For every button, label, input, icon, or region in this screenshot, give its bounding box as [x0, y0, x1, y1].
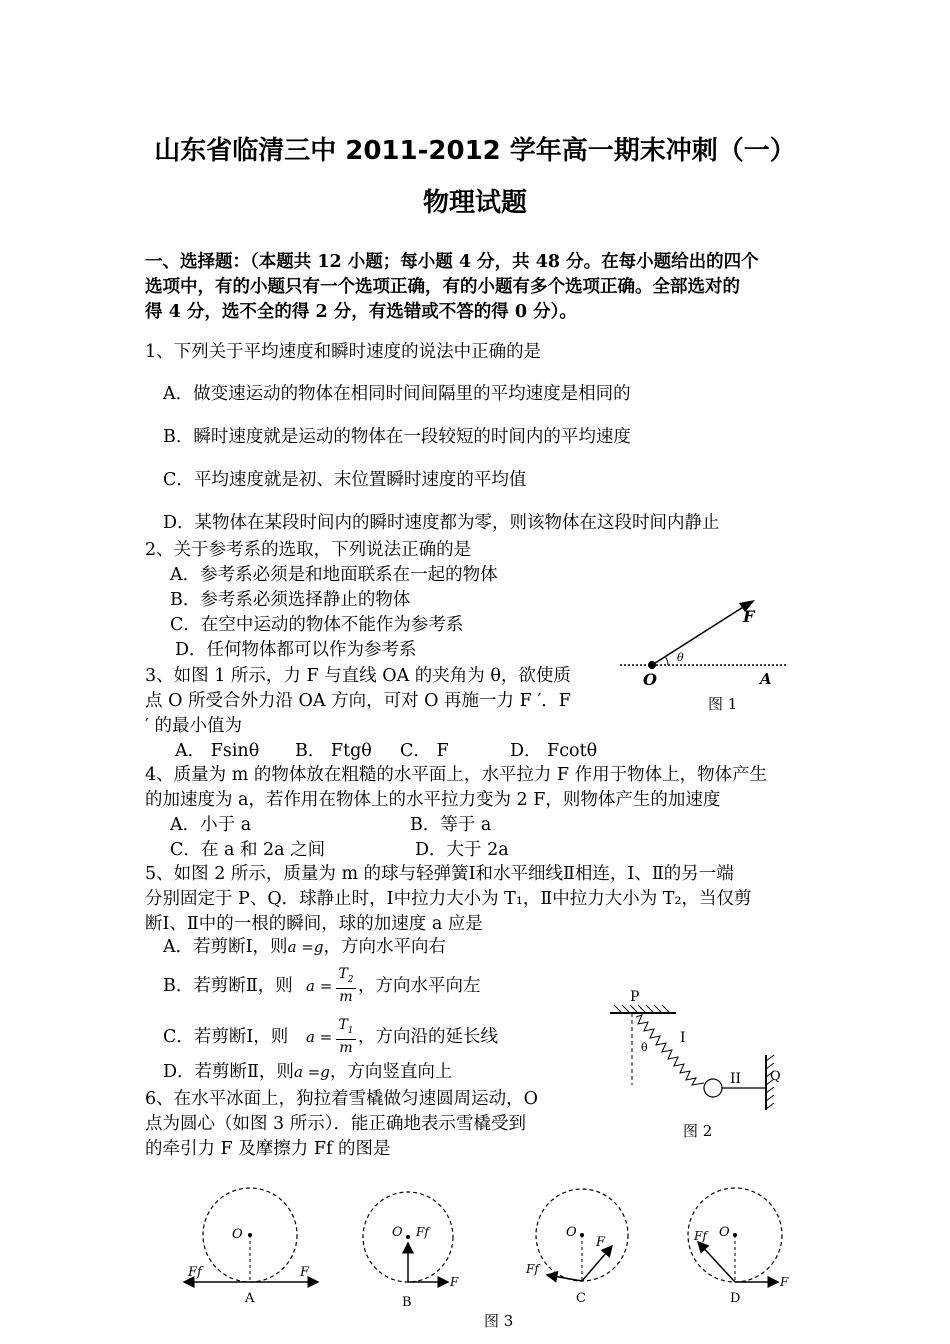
q1-option: A．做变速运动的物体在相同时间间隔里的平均速度是相同的	[163, 384, 631, 404]
fig3-b-f: F	[450, 1275, 459, 1289]
fig3-d-o: O	[719, 1225, 730, 1240]
q4-line: 4、质量为 m 的物体放在粗糙的水平面上，水平拉力 F 作用于物体上，物体产生	[145, 765, 768, 785]
q4-line: 的加速度为 a，若作用在物体上的水平拉力变为 2 F，则物体产生的加速度	[145, 790, 721, 810]
fig1-label-f: F	[743, 607, 755, 626]
fig3-panel-c	[525, 1189, 628, 1306]
fig3-d-ff: Ff	[694, 1229, 707, 1243]
fig3-c-o: O	[566, 1225, 577, 1240]
section-line: 得 4 分，选不全的得 2 分，有选错或不答的得 0 分）。	[145, 302, 577, 322]
q5-option-c-lhs: a =	[306, 1028, 333, 1046]
fig3-a-f: F	[300, 1265, 310, 1280]
figure-3	[180, 1180, 800, 1315]
q1-stem: 1、下列关于平均速度和瞬时速度的说法中正确的是	[145, 342, 542, 362]
q5-option-a: A．若剪断Ⅰ，则a =g，方向水平向右	[163, 937, 446, 957]
fig3-panel-b	[363, 1192, 459, 1310]
fig3-d-f: F	[780, 1275, 789, 1289]
q6-line: 点为圆心（如图 3 所示）．能正确地表示雪橇受到	[145, 1114, 527, 1134]
q4-option: D．大于 2a	[415, 840, 509, 860]
figure-1	[615, 590, 795, 690]
q3-line: 3、如图 1 所示，力 F 与直线 OA 的夹角为 θ，欲使质	[145, 666, 571, 686]
q5-option-c-fraction: $T_1$ m	[336, 1017, 356, 1056]
fig2-label-q: Q	[770, 1069, 781, 1084]
q6-line: 6、在水平冰面上，狗拉着雪橇做匀速圆周运动，O	[145, 1089, 538, 1109]
q3-option: D． Fcotθ	[510, 741, 598, 761]
fig1-label-o: O	[643, 670, 657, 689]
fig3-a-ff: Ff	[188, 1265, 202, 1280]
page-subtitle: 物理试题	[422, 188, 527, 218]
section-line: 一、选择题：（本题共 12 小题；每小题 4 分，共 48 分。在每小题给出的四个	[145, 252, 759, 272]
fig1-label-a: A	[760, 670, 772, 688]
fig2-label-p: P	[630, 989, 640, 1005]
page-title: 山东省临清三中 2011-2012 学年高一期末冲刺（一）	[154, 136, 796, 166]
q2-option: C．在空中运动的物体不能作为参考系	[170, 615, 464, 635]
fig3-b-label: B	[402, 1295, 412, 1310]
fig3-a-label: A	[245, 1291, 255, 1306]
q5-option-c-pre: C．若剪断Ⅰ，则	[163, 1027, 289, 1047]
q1-option: D．某物体在某段时间内的瞬时速度都为零，则该物体在这段时间内静止	[163, 513, 720, 533]
q5-option-b-lhs: a =	[306, 977, 333, 995]
fig3-d-label: D	[730, 1291, 741, 1306]
q3-option: B． Ftgθ	[295, 741, 372, 761]
fig2-label-ii: II	[730, 1071, 742, 1087]
fig3-panel-a	[184, 1188, 318, 1306]
q4-option: B．等于 a	[410, 815, 492, 835]
fig3-a-o: O	[232, 1227, 243, 1242]
figure-1-caption: 图 1	[708, 695, 738, 713]
fig1-label-theta: θ	[677, 651, 684, 664]
q3-option: A． Fsinθ	[175, 741, 260, 761]
q5-option-b-fraction: $T_2$ m	[336, 966, 356, 1005]
q5-option-b-post: ，方向水平向左	[358, 976, 481, 996]
q1-option: B．瞬时速度就是运动的物体在一段较短的时间内的平均速度	[163, 427, 631, 447]
fig3-c-label: C	[576, 1291, 586, 1306]
q6-line: 的牵引力 F 及摩擦力 Ff 的图是	[145, 1139, 391, 1159]
figure-2	[600, 985, 800, 1120]
q5-line: 断Ⅰ、Ⅱ中的一根的瞬间，球的加速度 a 应是	[145, 914, 483, 934]
fig3-b-ff: Ff	[416, 1225, 429, 1239]
q5-option-b-pre: B．若剪断Ⅱ，则	[163, 976, 293, 996]
q4-option: C．在 a 和 2a 之间	[170, 840, 326, 860]
fig3-c-ff: Ff	[526, 1262, 539, 1276]
q3-line: 点 O 所受合外力沿 OA 方向，可对 O 再施一力 F ′．F	[145, 691, 571, 711]
q2-option: B．参考系必须选择静止的物体	[170, 590, 411, 610]
q5-line: 5、如图 2 所示，质量为 m 的球与轻弹簧Ⅰ和水平细线Ⅱ相连，Ⅰ、Ⅱ的另一端	[145, 864, 734, 884]
section-line: 选项中，有的小题只有一个选项正确，有的小题有多个选项正确。全部选对的	[145, 277, 740, 297]
q5-line: 分别固定于 P、Q．球静止时，Ⅰ中拉力大小为 T₁，Ⅱ中拉力大小为 T₂，当仅剪	[145, 889, 752, 909]
q1-option: C．平均速度就是初、末位置瞬时速度的平均值	[163, 470, 527, 490]
fig3-c-f: F	[596, 1235, 606, 1250]
q5-option-c-post: ，方向沿的延长线	[358, 1027, 498, 1047]
figure-2-caption: 图 2	[683, 1122, 713, 1140]
fig2-label-theta: θ	[641, 1041, 648, 1054]
figure-3-caption: 图 3	[484, 1312, 514, 1330]
q2-stem: 2、关于参考系的选取，下列说法正确的是	[145, 540, 472, 560]
q2-option: D．任何物体都可以作为参考系	[175, 640, 417, 660]
q3-option: C． F	[400, 741, 449, 761]
fig3-panel-d	[688, 1188, 789, 1306]
q3-line: ′ 的最小值为	[145, 716, 243, 736]
q2-option: A．参考系必须是和地面联系在一起的物体	[170, 565, 498, 585]
fig2-label-i: I	[680, 1030, 686, 1046]
fig3-b-o: O	[392, 1225, 403, 1240]
q4-option: A．小于 a	[170, 815, 252, 835]
q5-option-d: D．若剪断Ⅱ，则a =g，方向竖直向上	[163, 1062, 453, 1082]
